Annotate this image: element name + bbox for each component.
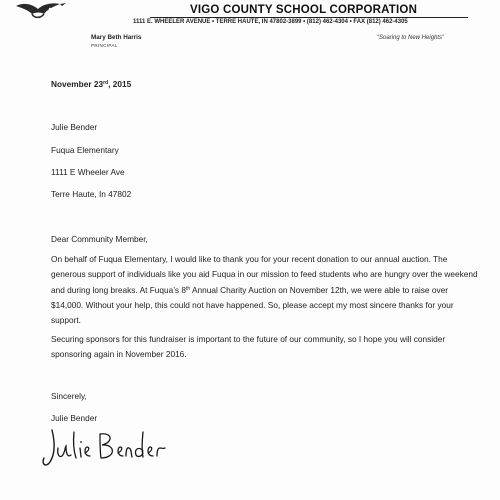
recipient-name: Julie Bender <box>51 122 98 132</box>
org-address: 1111 E. WHEELER AVENUE • TERRE HAUTE, IN 47802-3899 • (812) 462-4304 • FAX (812) 462-4305 <box>133 19 408 25</box>
date-year: , 2015 <box>108 79 132 89</box>
para1-part-b: Annual Charity Auction on November 12th, we were able to raise over $14,000. Without your help, this could not have happened. So, please accept my most sincere thanks for your support. <box>51 285 454 325</box>
handwritten-signature <box>38 424 188 474</box>
body-paragraph-1 <box>51 252 481 328</box>
date-ordinal: rd <box>103 80 109 86</box>
recipient-street: 1111 E Wheeler Ave <box>51 167 125 177</box>
closing: Sincerely, <box>51 391 87 401</box>
body-paragraph-2: Securing sponsors for this fundraiser is important to the future of our community, so I hope you will consider sponsoring again in November 2016. <box>51 334 446 359</box>
letter-date <box>51 80 131 88</box>
principal-name: Mary Beth Harris <box>91 34 142 41</box>
recipient-city: Terre Haute, In 47802 <box>51 189 132 199</box>
school-motto: “Soaring to New Heights” <box>377 35 445 41</box>
eagle-logo-icon <box>14 0 72 22</box>
para1-part-a: On behalf of Fuqua Elementary, I would like to thank you for your recent donation to our annual auction. The generous support of individuals like you aid Fuqua in our mission to feed students who are hungry over the weekend and during long breaks. At Fuqua’s 8 <box>51 254 478 295</box>
signer-name: Julie Bender <box>51 413 98 423</box>
principal-title: PRINCIPAL <box>91 43 118 48</box>
date-month-day: November 23 <box>51 79 104 89</box>
recipient-school: Fuqua Elementary <box>51 145 119 155</box>
letterhead-divider <box>150 17 468 18</box>
salutation: Dear Community Member, <box>51 234 148 244</box>
org-name: VIGO COUNTY SCHOOL CORPORATION <box>190 4 418 16</box>
para1-ordinal: th <box>186 286 191 292</box>
